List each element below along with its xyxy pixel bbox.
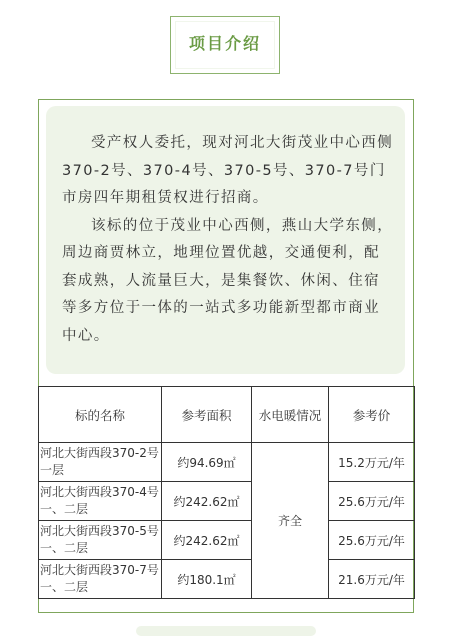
intro-paragraph-1: 受产权人委托，现对河北大街茂业中心西侧370-2号、370-4号、370-5号、370-7号门市房四年期租赁权进行招商。 [62, 135, 394, 206]
row-name: 河北大街西段370-2号一层 [39, 443, 162, 482]
intro-paragraph-2: 该标的位于茂业中心西侧，燕山大学东侧，周边商贾林立，地理位置优越，交通便利，配套成熟，人流量巨大，是集餐饮、休闲、住宿等多方位于一体的一站式多功能新型都市商业中心。 [62, 217, 394, 344]
row-name: 河北大街西段370-7号一、二层 [39, 560, 162, 599]
intro-text [62, 130, 394, 350]
row-price: 25.6万元/年 [329, 521, 415, 560]
row-price: 21.6万元/年 [329, 560, 415, 599]
section-title-box [170, 16, 280, 74]
table-row [39, 560, 415, 599]
next-section-edge [136, 626, 316, 636]
header-area: 参考面积 [162, 387, 252, 443]
row-area: 约242.62㎡ [162, 482, 252, 521]
row-area: 约180.1㎡ [162, 560, 252, 599]
row-area: 约94.69㎡ [162, 443, 252, 482]
header-name: 标的名称 [39, 387, 162, 443]
row-price: 25.6万元/年 [329, 482, 415, 521]
table-row [39, 443, 415, 482]
header-price: 参考价 [329, 387, 415, 443]
row-name: 河北大街西段370-5号一、二层 [39, 521, 162, 560]
intro-panel [46, 106, 405, 374]
row-area: 约242.62㎡ [162, 521, 252, 560]
header-utilities: 水电暖情况 [252, 387, 329, 443]
table-row [39, 521, 415, 560]
listing-table [38, 386, 415, 599]
section-title: 项目介绍 [188, 34, 261, 53]
row-name: 河北大街西段370-4号一、二层 [39, 482, 162, 521]
utilities-cell: 齐全 [252, 443, 329, 599]
table-header-row [39, 387, 415, 443]
table-row [39, 482, 415, 521]
row-price: 15.2万元/年 [329, 443, 415, 482]
